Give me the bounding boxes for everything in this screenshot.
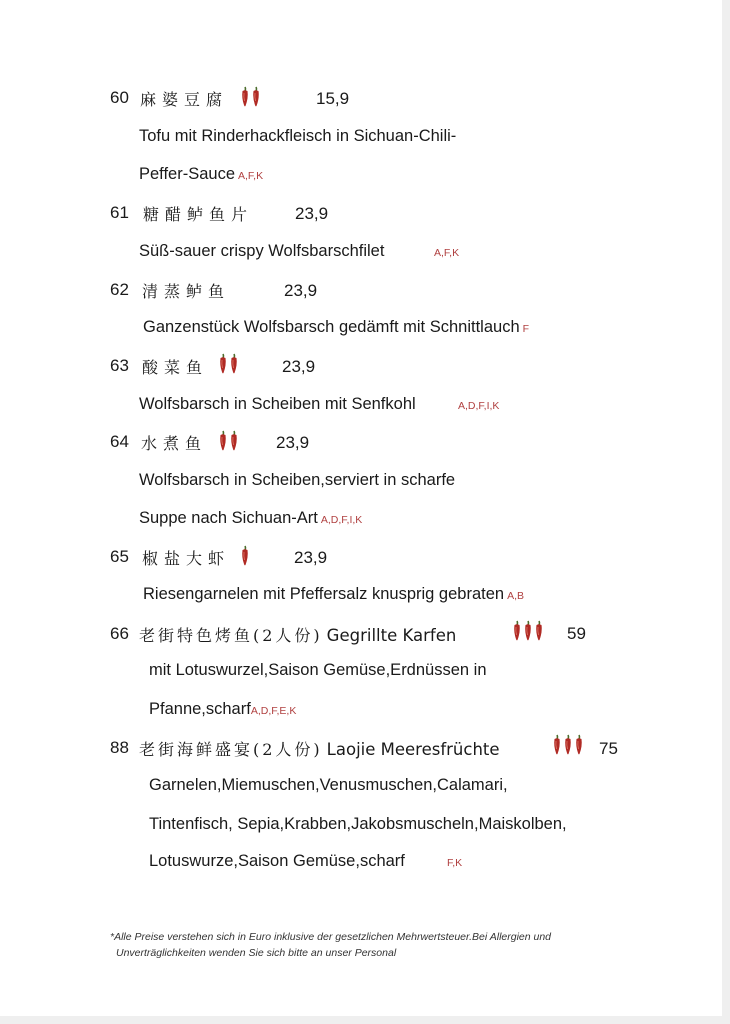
dish-german-name: Gegrillte Karfen (326, 626, 457, 645)
allergen-codes: F (522, 323, 530, 335)
dish-chinese-name: 椒盐大虾 (142, 549, 231, 568)
dish-description (149, 700, 296, 719)
chili-pepper-icon (563, 734, 573, 756)
description-line: Wolfsbarsch in Scheiben,serviert in scharfe (139, 471, 456, 489)
dish-description (139, 395, 416, 414)
description-line: Ganzenstück Wolfsbarsch gedämft mit Schnittlauch (143, 318, 520, 336)
description-line: Süß-sauer crispy Wolfsbarschfilet (139, 242, 385, 260)
dish-description (149, 776, 508, 795)
dish-description (149, 815, 567, 834)
dish-number: 64 (110, 432, 129, 451)
description-line: Tintenfisch, Sepia,Krabben,Jakobsmuscheln,Maiskolben, (149, 815, 567, 833)
dish-chinese-name: 糖醋鲈鱼片 (143, 205, 254, 224)
description-line: Wolfsbarsch in Scheiben mit Senfkohl (139, 395, 416, 413)
chili-pepper-icon (552, 734, 562, 756)
description-line: Pfanne,scharf (149, 700, 251, 718)
allergen-codes: A,D,F,I,K (458, 400, 500, 412)
chili-pepper-icon (218, 430, 228, 452)
dish-chinese-name: 酸菜鱼 (142, 358, 209, 377)
dish-chinese-name: 老街特色烤鱼(2人份) (139, 626, 323, 645)
dish-price: 75 (599, 739, 618, 758)
allergen-codes: A,D,F,I,K (320, 514, 363, 526)
dish-chinese-name: 麻婆豆腐 (140, 90, 229, 109)
chili-pepper-icon (534, 620, 544, 642)
footnote-line: Unverträglichkeiten wenden Sie sich bitte an unser Personal (116, 947, 397, 959)
dish-number: 63 (110, 356, 129, 375)
dish-price: 23,9 (295, 204, 329, 223)
dish-price: 23,9 (276, 433, 310, 452)
chili-pepper-icon (218, 353, 228, 375)
allergen-codes: A,D,F,E,K (250, 705, 297, 717)
description-line: Peffer-Sauce (139, 165, 236, 183)
dish-chinese-name: 清蒸鲈鱼 (142, 282, 231, 301)
dish-number: 88 (110, 738, 129, 757)
dish-description (143, 318, 529, 337)
dish-description (139, 471, 455, 490)
footnote-line: *Alle Preise verstehen sich in Euro inklusive der gesetzlichen Mehrwertsteuer.Bei Allergien und (110, 931, 552, 943)
description-line: Tofu mit Rinderhackfleisch in Sichuan-Chili- (139, 127, 457, 145)
allergen-codes: A,F,K (238, 170, 264, 182)
allergen-codes: F,K (447, 857, 463, 869)
chili-icon-group (240, 86, 261, 108)
description-line: Suppe nach Sichuan-Art (139, 509, 318, 527)
chili-pepper-icon (512, 620, 522, 642)
dish-description (139, 509, 362, 528)
dish-description (149, 852, 405, 871)
dish-description (139, 127, 456, 146)
chili-icon-group (240, 545, 250, 567)
dish-number: 60 (110, 88, 129, 107)
dish-name (139, 623, 456, 646)
allergen-codes: A,B (507, 590, 525, 602)
chili-pepper-icon (251, 86, 261, 108)
chili-pepper-icon (240, 545, 250, 567)
description-line: Garnelen,Miemuschen,Venusmuschen,Calamari, (149, 776, 508, 794)
chili-pepper-icon (240, 86, 250, 108)
dish-description (139, 242, 384, 261)
chili-pepper-icon (229, 430, 239, 452)
chili-icon-group (218, 430, 239, 452)
price-footnote (110, 929, 630, 961)
dish-description (143, 585, 524, 604)
dish-number: 65 (110, 547, 129, 566)
dish-price: 23,9 (284, 281, 318, 300)
dish-number: 62 (110, 280, 129, 299)
dish-price: 15,9 (316, 89, 350, 108)
allergen-codes: A,F,K (434, 247, 460, 259)
dish-number: 61 (110, 203, 129, 222)
dish-german-name: Laojie Meeresfrüchte (326, 740, 500, 759)
description-line: Riesengarnelen mit Pfeffersalz knusprig gebraten (143, 585, 505, 603)
chili-icon-group (512, 620, 544, 642)
dish-chinese-name: 老街海鲜盛宴(2人份) (139, 740, 323, 759)
chili-icon-group (218, 353, 239, 375)
dish-price: 23,9 (282, 357, 316, 376)
dish-price: 23,9 (294, 548, 328, 567)
dish-description (139, 165, 263, 184)
description-line: Lotuswurze,Saison Gemüse,scharf (149, 852, 405, 870)
description-line: mit Lotuswurzel,Saison Gemüse,Erdnüssen in (149, 661, 487, 679)
chili-pepper-icon (229, 353, 239, 375)
dish-number: 66 (110, 624, 129, 643)
dish-name (139, 737, 500, 760)
chili-pepper-icon (574, 734, 584, 756)
chili-pepper-icon (523, 620, 533, 642)
dish-chinese-name: 水煮鱼 (141, 434, 208, 453)
dish-price: 59 (567, 624, 586, 643)
dish-description (149, 661, 487, 680)
chili-icon-group (552, 734, 584, 756)
